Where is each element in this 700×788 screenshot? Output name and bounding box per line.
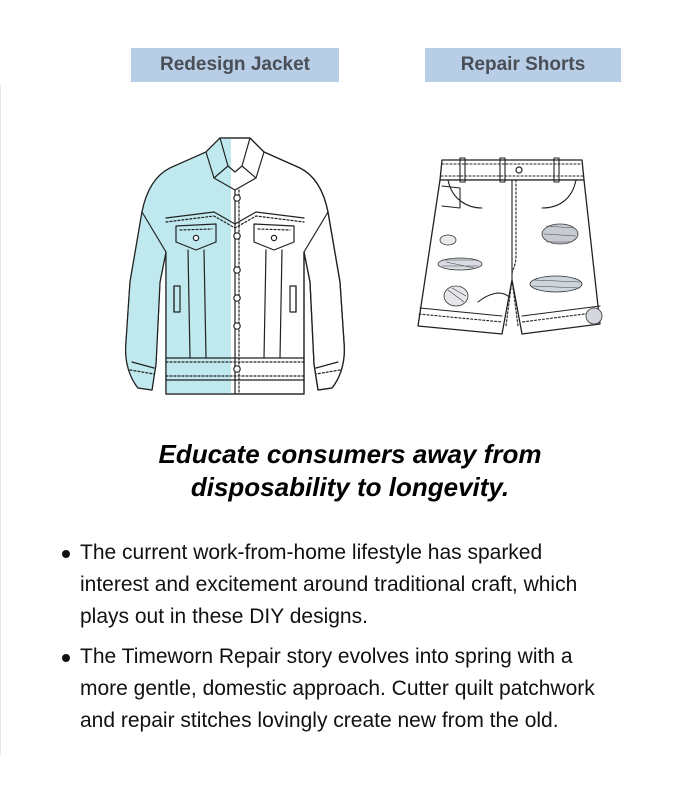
- bullet-2-line-1: The Timeworn Repair story evolves into spring with a: [80, 645, 573, 668]
- repair-shorts-illustration: [408, 156, 614, 344]
- bullet-dot-icon: [62, 654, 70, 662]
- bullet-1-line-3: plays out in these DIY designs.: [80, 605, 368, 628]
- bullet-2-line-3: and repair stitches lovingly create new from the old.: [80, 709, 559, 732]
- bullet-item: [56, 537, 676, 633]
- bullet-list: [56, 537, 676, 745]
- redesign-jacket-label: Redesign Jacket: [131, 48, 339, 82]
- repair-shorts-label: Repair Shorts: [425, 48, 621, 82]
- bullet-2-line-2: more gentle, domestic approach. Cutter quilt patchwork: [80, 677, 595, 700]
- headline-line-1: Educate consumers away from: [158, 439, 542, 469]
- bullet-dot-icon: [62, 550, 70, 558]
- headline-line-2: disposability to longevity.: [190, 472, 510, 502]
- page-edge-divider: [0, 85, 1, 755]
- denim-jacket-illustration: [118, 132, 352, 398]
- bullet-1-line-1: The current work-from-home lifestyle has sparked: [80, 541, 543, 564]
- headline: [60, 438, 640, 504]
- bullet-1-line-2: interest and excitement around traditional craft, which: [80, 573, 578, 596]
- bullet-item: [56, 641, 676, 737]
